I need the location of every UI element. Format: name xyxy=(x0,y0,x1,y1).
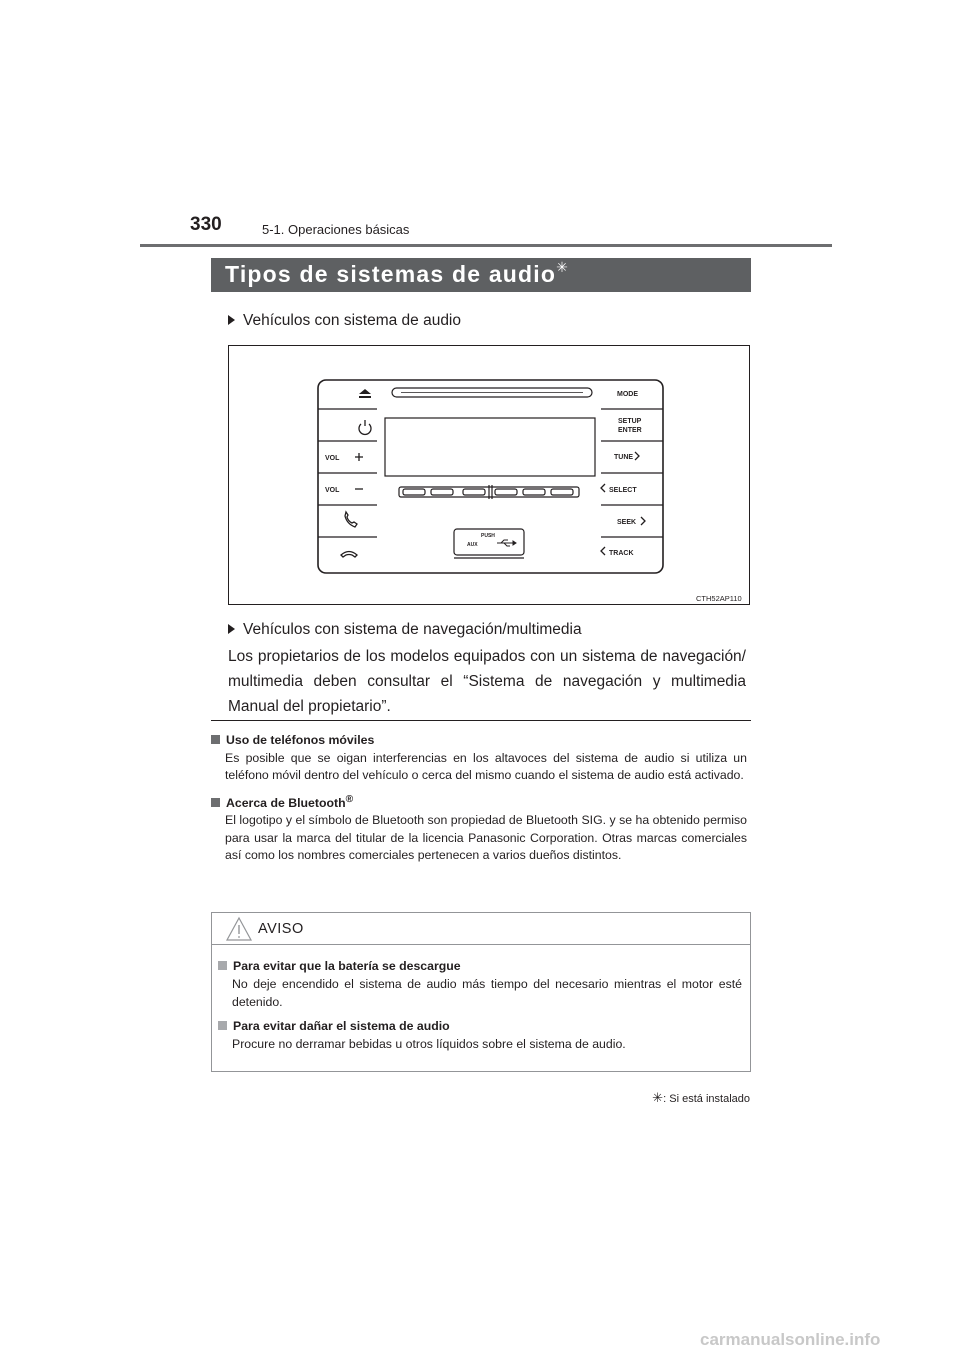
note-heading xyxy=(211,791,747,813)
triangle-bullet-icon xyxy=(228,624,235,634)
mode-label: MODE xyxy=(617,391,638,398)
warning-body xyxy=(218,957,742,1059)
warning-item-heading-text: Para evitar que la batería se descargue xyxy=(233,959,461,973)
note-heading-text: Acerca de Bluetooth xyxy=(226,795,346,810)
registered-mark: ® xyxy=(345,793,354,805)
warning-header xyxy=(212,913,750,945)
optional-marker-icon: ✳ xyxy=(652,1090,664,1105)
warning-item-heading xyxy=(218,1017,742,1035)
note-heading-text: Uso de teléfonos móviles xyxy=(226,733,375,747)
setup-label: SETUP xyxy=(618,418,642,425)
push-label: PUSH xyxy=(481,533,495,539)
square-bullet-icon xyxy=(211,798,220,807)
navigation-paragraph: Los propietarios de los modelos equipados con un sistema de navegación/ multimedia deben consultar el “Sistema de navegación y multimedia Manual del propietario”. xyxy=(228,648,746,715)
warning-triangle-icon xyxy=(225,916,253,942)
note-heading xyxy=(211,732,747,750)
warning-item-body: Procure no derramar bebidas u otros líquidos sobre el sistema de audio. xyxy=(232,1037,626,1051)
notes-section xyxy=(211,732,747,871)
bullet-text: Vehículos con sistema de navegación/multimedia xyxy=(243,621,582,638)
square-bullet-icon xyxy=(218,961,227,970)
page-number: 330 xyxy=(190,214,222,235)
page-title-text: Tipos de sistemas de audio xyxy=(225,261,557,287)
square-bullet-icon xyxy=(211,735,220,744)
select-label: SELECT xyxy=(609,487,637,494)
note-body: Es posible que se oigan interferencias en los altavoces del sistema de audio si utiliza un teléfono móvil dentro del vehículo o cerca del mismo cuando el sistema de audio está activado. xyxy=(225,750,747,782)
watermark: carmanualsonline.info xyxy=(700,1330,881,1349)
warning-box xyxy=(211,912,751,1072)
footnote-text: : Si está instalado xyxy=(663,1093,750,1105)
usb-icon xyxy=(497,540,516,546)
figure-code: CTH52AP110 xyxy=(696,594,742,603)
seek-label: SEEK xyxy=(617,519,637,526)
aux-label: AUX xyxy=(467,542,478,548)
optional-marker-icon: ✳ xyxy=(556,259,570,275)
header-divider xyxy=(140,244,832,247)
warning-title: AVISO xyxy=(258,921,304,937)
bullet-navigation-system xyxy=(228,621,582,639)
tune-label: TUNE xyxy=(614,454,634,461)
audio-unit-figure xyxy=(228,345,750,605)
audio-unit-drawing xyxy=(229,346,749,604)
page-title xyxy=(211,258,751,292)
bullet-audio-system xyxy=(228,312,461,330)
footnote xyxy=(600,1090,750,1106)
warning-item-heading xyxy=(218,957,742,975)
triangle-bullet-icon xyxy=(228,315,235,325)
vol-down-label: VOL xyxy=(325,487,340,494)
warning-item-body: No deje encendido el sistema de audio más tiempo del necesario mientras el motor esté detenido. xyxy=(232,977,742,1009)
bullet-text: Vehículos con sistema de audio xyxy=(243,312,461,329)
vol-up-label: VOL xyxy=(325,455,340,462)
square-bullet-icon xyxy=(218,1021,227,1030)
warning-item-heading-text: Para evitar dañar el sistema de audio xyxy=(233,1019,450,1033)
note-body: El logotipo y el símbolo de Bluetooth son propiedad de Bluetooth SIG. y se ha obtenido permiso para usar la marca del titular de la licencia Panasonic Corporation. Otras marcas comerciales así como los nombres comerciales pertenecen a varios dueños distintos. xyxy=(225,813,747,863)
enter-label: ENTER xyxy=(618,427,642,434)
notes-divider xyxy=(211,720,751,721)
section-title: 5-1. Operaciones básicas xyxy=(262,222,410,237)
track-label: TRACK xyxy=(609,550,634,557)
